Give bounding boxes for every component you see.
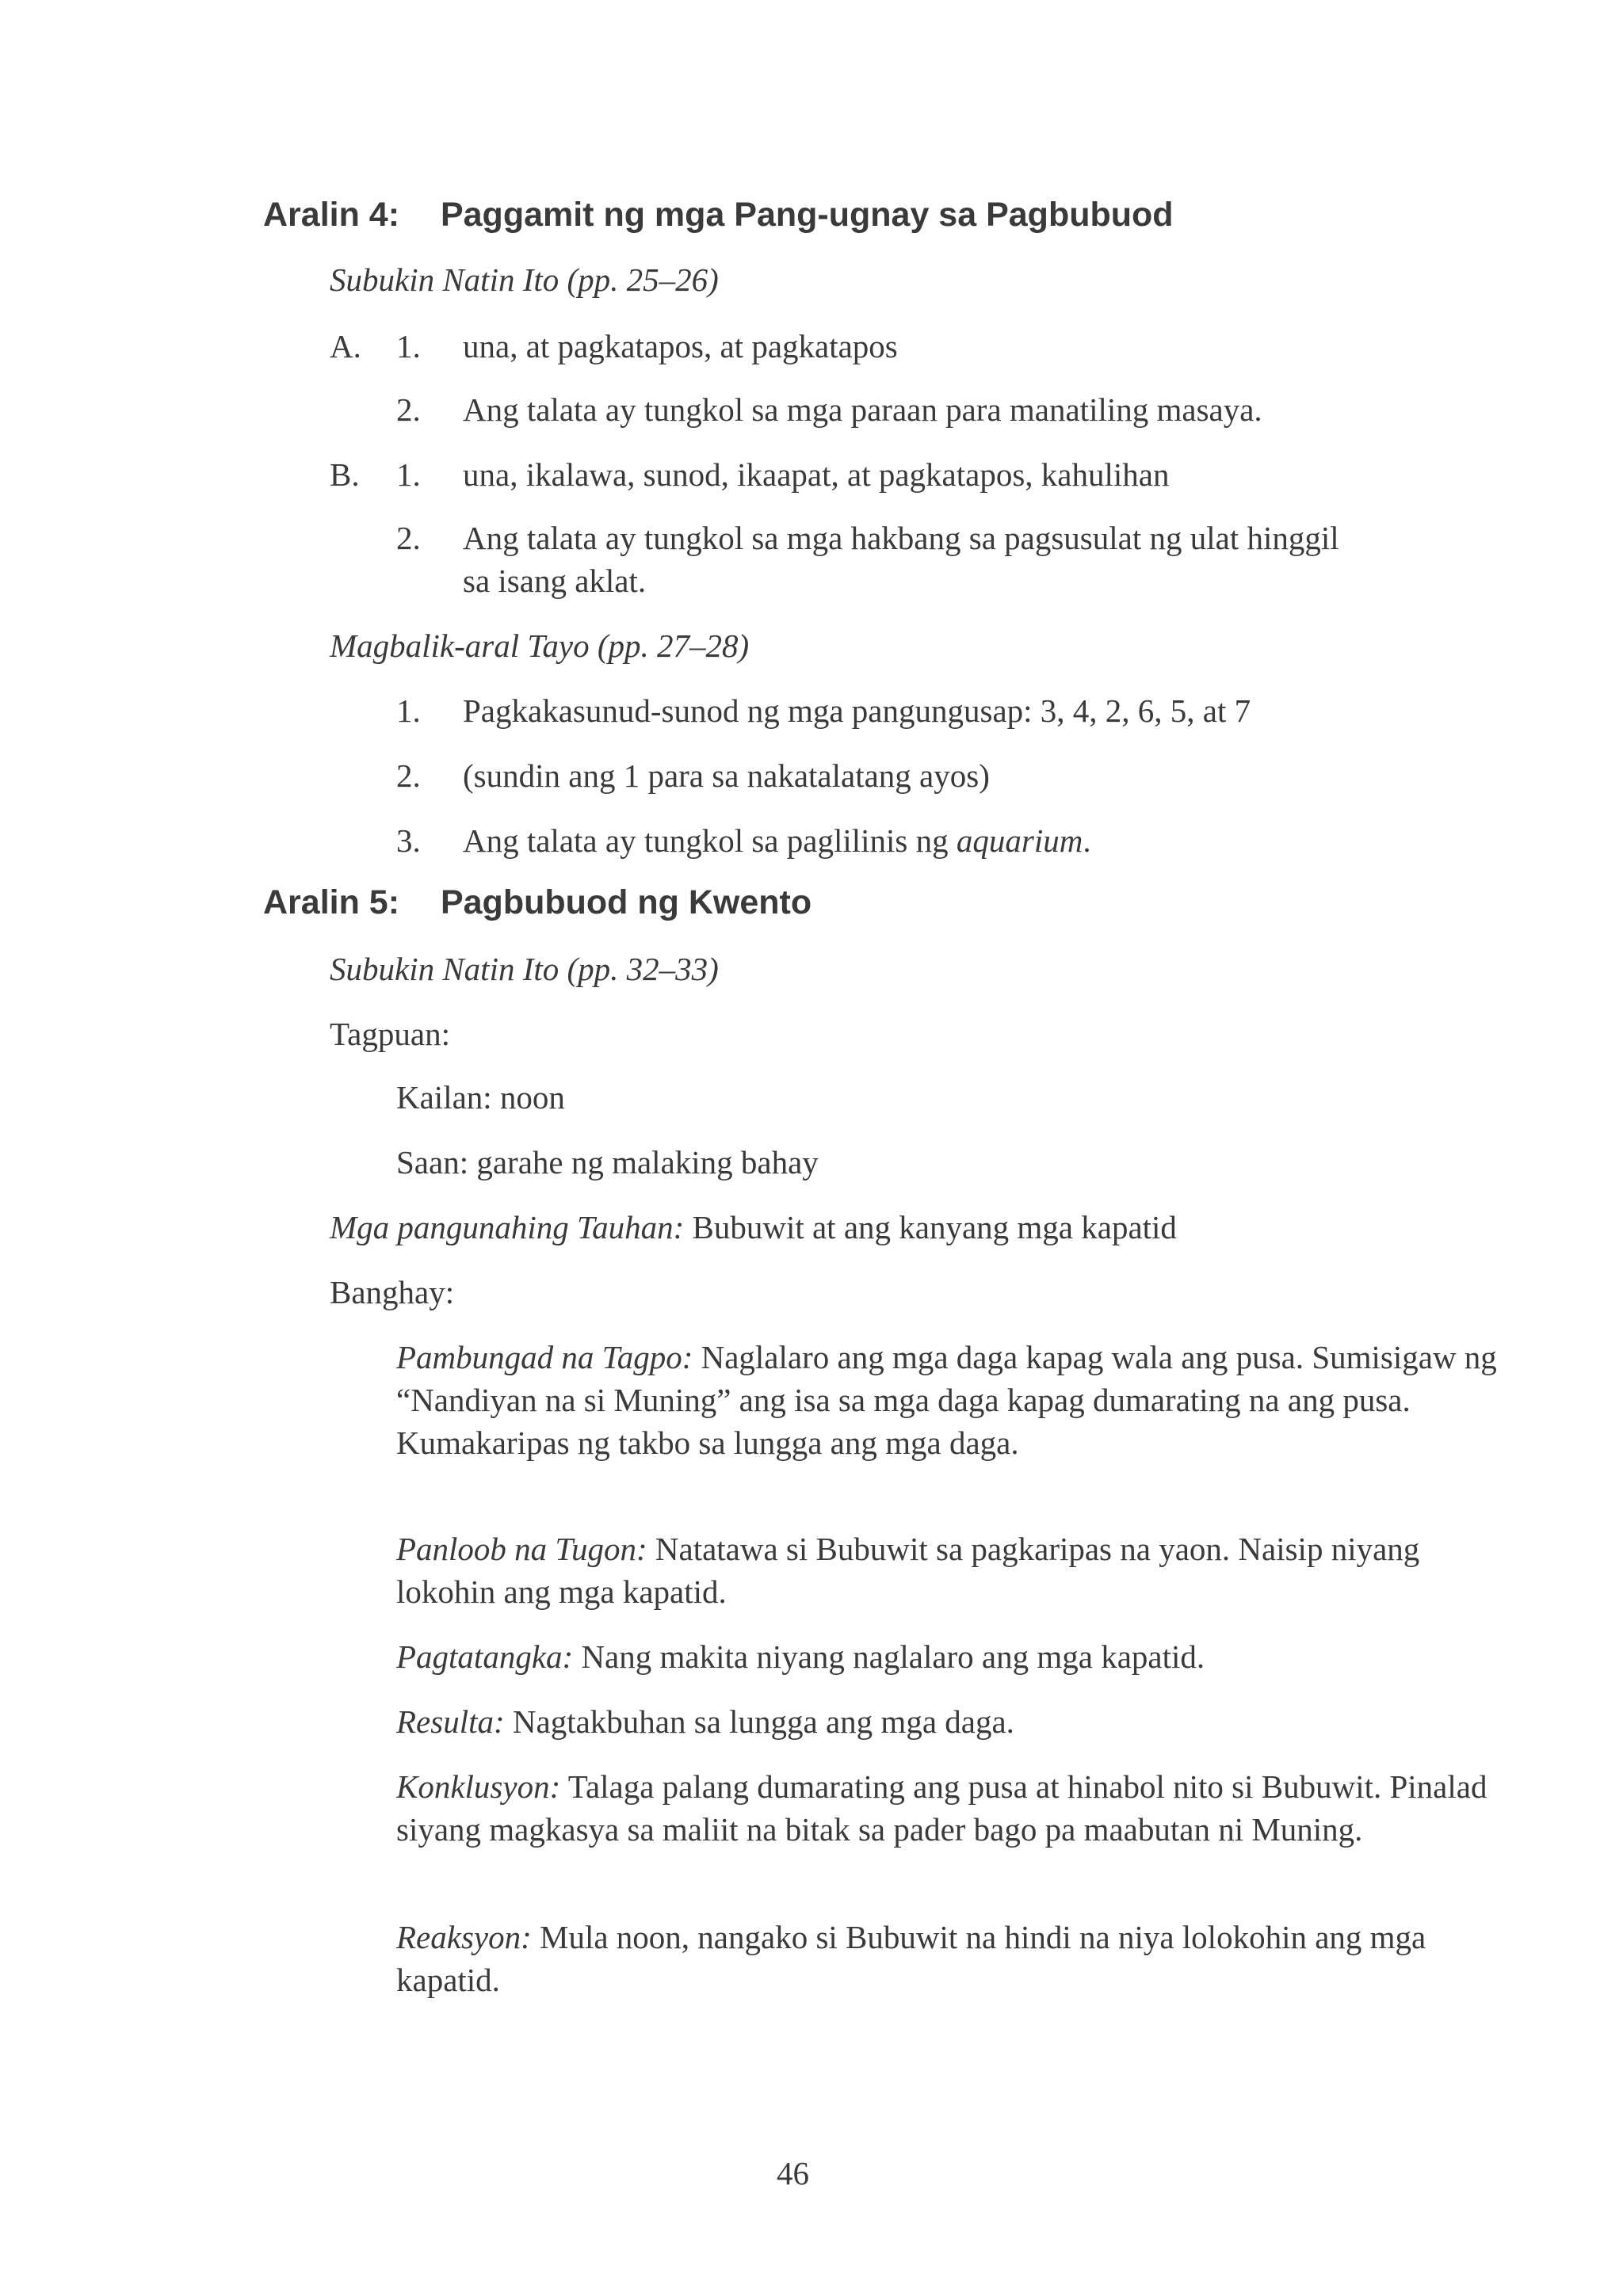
- saan-text: Saan: garahe ng malaking bahay: [396, 1144, 819, 1180]
- answer-text: Ang talata ay tungkol sa mga paraan para manatiling masaya.: [463, 391, 1262, 428]
- plot-label: Pagtatangka:: [396, 1638, 574, 1675]
- answer-text-part: Ang talata ay tungkol sa paglilinis ng: [463, 822, 957, 859]
- answer-text: una, ikalawa, sunod, ikaapat, at pagkatapos, kahulihan: [463, 456, 1170, 493]
- item-number: 2.: [396, 520, 421, 556]
- banghay-label: Banghay:: [330, 1274, 455, 1310]
- answer-emphasis: aquarium: [956, 822, 1083, 859]
- lesson4-heading: [263, 193, 1174, 236]
- plot-label: Reaksyon:: [396, 1919, 532, 1955]
- tauhan-line: [330, 1206, 1177, 1249]
- item-number: 3.: [396, 822, 421, 859]
- item-number: 2.: [396, 391, 421, 428]
- plot-label: Konklusyon:: [396, 1768, 561, 1805]
- page-number: 46: [777, 2155, 809, 2191]
- item-number: 1.: [396, 328, 421, 364]
- plot-paragraph: [396, 1336, 1506, 1464]
- lesson5-title: Pagbubuod ng Kwento: [440, 883, 812, 921]
- plot-text: Natatawa si Bubuwit sa pagkaripas na yaon. Naisip niyang lokohin ang mga kapatid.: [396, 1531, 1420, 1610]
- item-number: 1.: [396, 692, 421, 729]
- lesson5-heading: [263, 881, 812, 924]
- plot-text: Naglalaro ang mga daga kapag wala ang pusa. Sumisigaw ng “Nandiyan na si Muning” ang isa sa mga daga kapag dumarating na ang pusa. Kumakaripas ng takbo sa lungga ang mga daga.: [396, 1339, 1497, 1461]
- tauhan-text: Bubuwit at ang kanyang mga kapatid: [684, 1209, 1177, 1245]
- lesson4-magbalik: Magbalik-aral Tayo (pp. 27–28): [330, 627, 750, 664]
- plot-paragraph: [396, 1765, 1506, 1851]
- plot-label: Panloob na Tugon:: [396, 1531, 647, 1567]
- lesson5-subukin: Subukin Natin Ito (pp. 32–33): [330, 951, 719, 987]
- plot-label: Resulta:: [396, 1703, 505, 1740]
- lesson5-label: Aralin 5:: [263, 883, 400, 921]
- plot-paragraph: [396, 1527, 1506, 1613]
- answer-text-part: .: [1083, 822, 1091, 859]
- lesson4-label: Aralin 4:: [263, 196, 400, 234]
- answer-text: (sundin ang 1 para sa nakatalatang ayos): [463, 757, 990, 794]
- plot-label: Pambungad na Tagpo:: [396, 1339, 693, 1375]
- tagpuan-label: Tagpuan:: [330, 1016, 450, 1052]
- lesson4-subukin: Subukin Natin Ito (pp. 25–26): [330, 261, 719, 298]
- plot-text: Nagtakbuhan sa lungga ang mga daga.: [504, 1703, 1014, 1740]
- answer-text: sa isang aklat.: [463, 563, 647, 599]
- item-number: 2.: [396, 757, 421, 794]
- answer-text: Pagkakasunud-sunod ng mga pangungusap: 3, 4, 2, 6, 5, at 7: [463, 692, 1251, 729]
- lesson4-title: Paggamit ng mga Pang-ugnay sa Pagbubuod: [440, 196, 1174, 234]
- answer-text: Ang talata ay tungkol sa mga hakbang sa pagsusulat ng ulat hinggil: [463, 520, 1339, 556]
- part-b-label: B.: [330, 456, 360, 493]
- plot-paragraph: [396, 1635, 1506, 1678]
- part-a-label: A.: [330, 328, 361, 364]
- item-number: 1.: [396, 456, 421, 493]
- plot-paragraph: [396, 1700, 1506, 1743]
- kailan-text: Kailan: noon: [396, 1079, 565, 1116]
- answer-text: una, at pagkatapos, at pagkatapos: [463, 328, 898, 364]
- plot-text: Mula noon, nangako si Bubuwit na hindi na niya lolokohin ang mga kapatid.: [396, 1919, 1426, 1998]
- plot-paragraph: [396, 1916, 1506, 2001]
- answer-text: [463, 819, 1091, 862]
- tauhan-label: Mga pangunahing Tauhan:: [330, 1209, 685, 1245]
- plot-text: Talaga palang dumarating ang pusa at hinabol nito si Bubuwit. Pinalad siyang magkasya sa maliit na bitak sa pader bago pa maabutan ni Muning.: [396, 1768, 1487, 1848]
- plot-text: Nang makita niyang naglalaro ang mga kapatid.: [573, 1638, 1205, 1675]
